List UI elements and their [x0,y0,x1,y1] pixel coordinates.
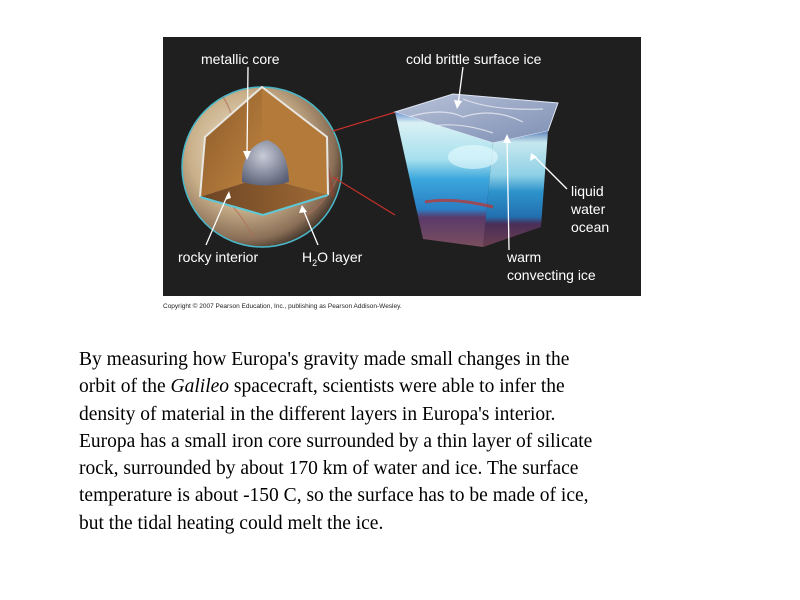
label-liquid-water-ocean [571,182,609,236]
label-warm-convecting-ice [507,248,596,284]
spacecraft-name: Galileo [170,376,230,398]
body-line: temperature is about -150 C, so the surface has to be made of ice, [79,485,589,507]
europa-sphere [182,87,342,247]
body-text-span: spacecraft, scientists were able to infer the [229,376,565,398]
label-cold-brittle-surface-ice: cold brittle surface ice [406,51,542,67]
label-line: warm [507,249,542,265]
body-line: By measuring how Europa's gravity made small changes in the [79,349,570,370]
label-line: liquid [571,183,604,199]
europa-interior-diagram [163,37,641,296]
body-paragraph [79,346,769,537]
label-line: convecting ice [507,267,596,283]
h2o-post: O layer [317,249,363,265]
body-line [79,373,769,400]
body-line: but the tidal heating could melt the ice. [79,512,384,534]
label-rocky-interior: rocky interior [178,249,259,265]
body-text-span: orbit of the [79,376,171,398]
ice-block-side [483,131,548,247]
label-line: ocean [571,219,610,235]
ice-shell-cross-section [395,94,558,247]
h2o-pre: H [302,249,313,265]
copyright-notice: Copyright © 2007 Pearson Education, Inc., publishing as Pearson Addison-Wesley. [163,303,402,310]
h2o-sub: 2 [312,257,318,268]
label-h2o-layer [302,248,362,272]
body-line: rock, surrounded by about 170 km of water and ice. The surface [79,458,579,480]
label-line: water [571,201,606,217]
label-metallic-core: metallic core [201,51,280,67]
body-line: Europa has a small iron core surrounded by a thin layer of silicate [79,430,593,452]
body-line: density of material in the different layers in Europa's interior. [79,403,556,425]
